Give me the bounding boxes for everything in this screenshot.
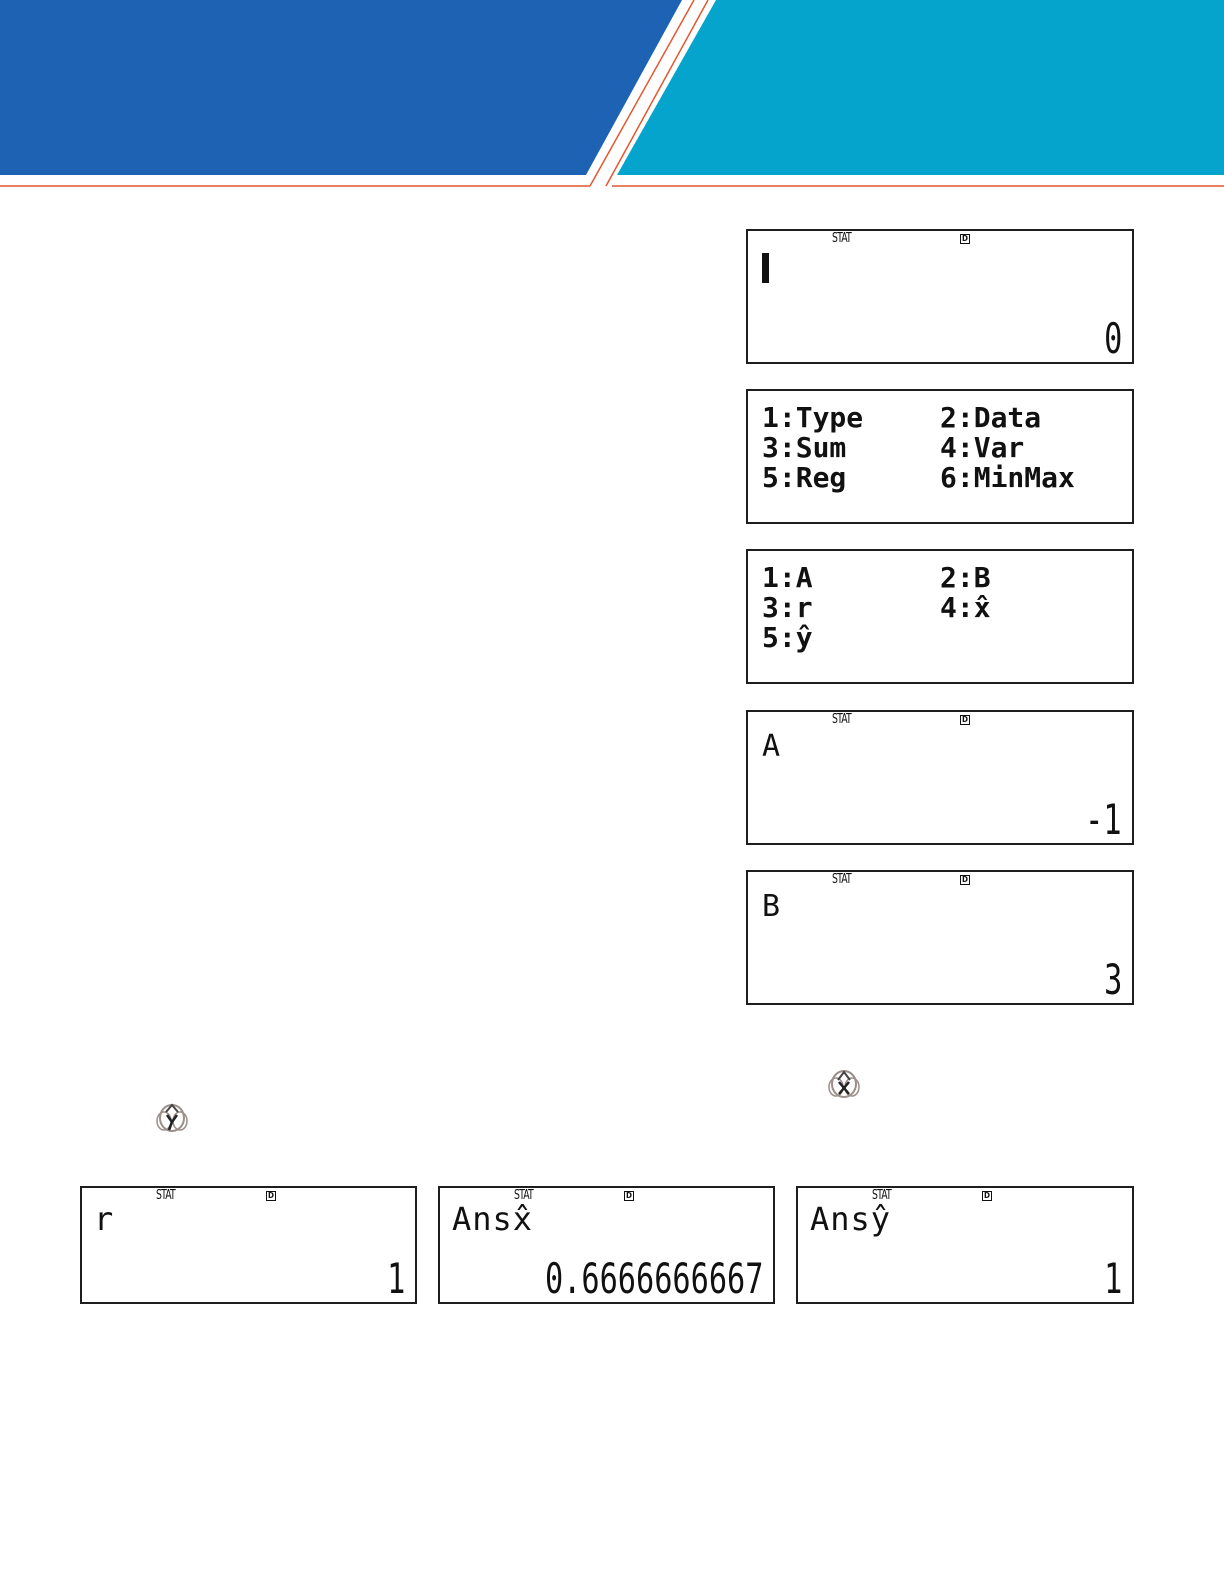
menu-item-data: 2:Data <box>940 401 1042 434</box>
degree-indicator: D <box>960 234 970 244</box>
header-banner <box>0 0 1224 200</box>
stat-indicator: STAT <box>832 231 851 246</box>
menu-item-b: 2:B <box>940 561 991 594</box>
banner-left-panel <box>0 0 682 175</box>
calc-result: 3 <box>1103 955 1122 1004</box>
calc-screen-reg-menu <box>746 549 1134 684</box>
degree-indicator: D <box>624 1191 634 1201</box>
menu-item-r: 3:r <box>762 591 813 624</box>
stat-indicator: STAT <box>832 712 851 727</box>
calc-result: 0 <box>1103 314 1122 363</box>
stat-indicator: STAT <box>514 1188 533 1203</box>
calc-screen-stat-menu <box>746 389 1134 524</box>
calc-screen-coefficient-b <box>746 870 1134 1005</box>
calc-result: -1 <box>1085 795 1122 844</box>
stat-indicator: STAT <box>156 1188 175 1203</box>
calc-expression: B <box>762 889 782 924</box>
stat-indicator: STAT <box>832 872 851 887</box>
degree-indicator: D <box>266 1191 276 1201</box>
menu-item-y-hat: 5:ŷ <box>762 621 813 654</box>
menu-item-minmax: 6:MinMax <box>940 461 1075 494</box>
menu-item-type: 1:Type <box>762 401 864 434</box>
banner-right-panel <box>617 0 1224 175</box>
calc-expression: Ansx̂ <box>452 1200 534 1238</box>
calc-expression: r <box>94 1200 115 1238</box>
reg-menu <box>762 563 1118 653</box>
calc-result: 0.6666666667 <box>544 1254 763 1303</box>
calc-result: 1 <box>386 1254 405 1303</box>
input-cursor <box>762 253 769 283</box>
menu-item-x-hat: 4:x̂ <box>940 591 991 624</box>
y-hat-key-icon <box>154 1100 190 1134</box>
calc-result: 1 <box>1103 1254 1122 1303</box>
x-hat-key-icon <box>826 1066 862 1100</box>
calc-expression: Ansŷ <box>810 1200 892 1238</box>
degree-indicator: D <box>960 715 970 725</box>
calc-screen-stat-mode <box>746 229 1134 364</box>
stat-indicator: STAT <box>872 1188 891 1203</box>
calc-screen-correlation-r <box>80 1186 417 1304</box>
degree-indicator: D <box>960 875 970 885</box>
calc-screen-ans-x-hat <box>438 1186 775 1304</box>
menu-item-sum: 3:Sum <box>762 431 847 464</box>
menu-item-var: 4:Var <box>940 431 1025 464</box>
stat-menu <box>762 403 1118 493</box>
calc-expression: A <box>762 729 782 764</box>
calc-screen-ans-y-hat <box>796 1186 1134 1304</box>
degree-indicator: D <box>982 1191 992 1201</box>
menu-item-a: 1:A <box>762 561 813 594</box>
menu-item-reg: 5:Reg <box>762 461 847 494</box>
calc-screen-coefficient-a <box>746 710 1134 845</box>
